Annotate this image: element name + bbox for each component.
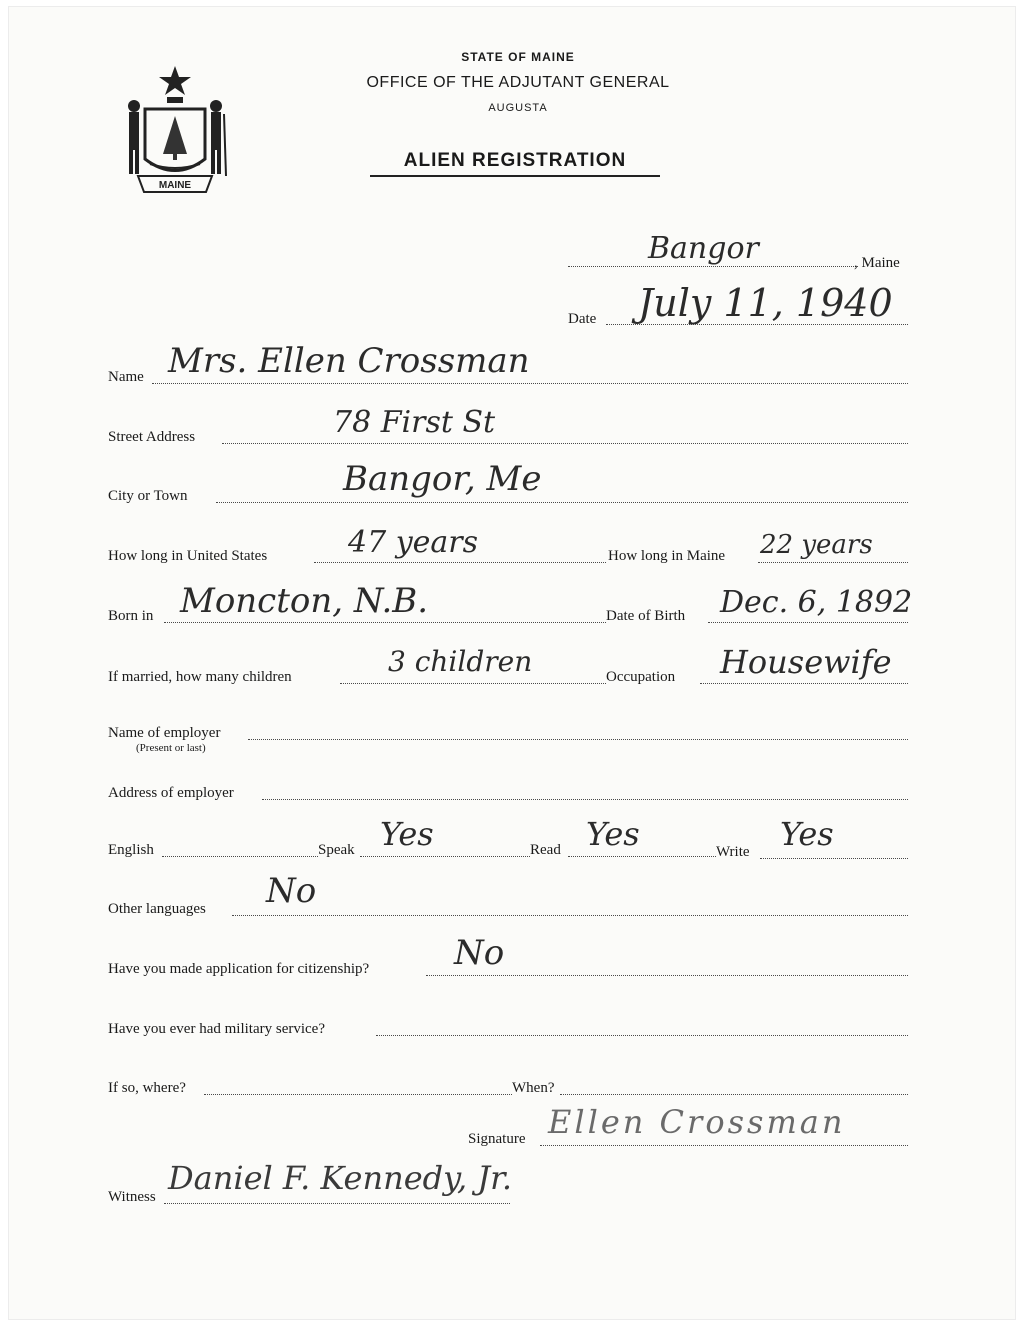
read-label: Read <box>530 842 561 858</box>
children-value[interactable]: 3 children <box>388 645 533 678</box>
office-heading: OFFICE OF THE ADJUTANT GENERAL <box>366 74 670 91</box>
city-value[interactable]: Bangor, Me <box>343 459 542 499</box>
employer-address-line <box>262 799 908 800</box>
witness-value[interactable]: Daniel F. Kennedy, Jr. <box>168 1159 513 1197</box>
witness-line <box>164 1203 510 1204</box>
years-us-label: How long in United States <box>108 548 268 564</box>
other-languages-line <box>232 915 908 916</box>
dob-label: Date of Birth <box>606 608 686 624</box>
military-label: Have you ever had military service? <box>108 1021 325 1037</box>
employer-line <box>248 739 908 740</box>
employer-sublabel: (Present or last) <box>136 742 206 754</box>
town-value[interactable]: Bangor <box>648 231 759 266</box>
english-line <box>162 856 318 857</box>
town-line <box>568 266 858 267</box>
when-line <box>560 1094 908 1095</box>
maine-label: , Maine <box>854 255 900 271</box>
years-maine-line <box>758 562 908 563</box>
military-line <box>376 1035 908 1036</box>
signature-value[interactable]: Ellen Crossman <box>548 1103 846 1141</box>
dob-value[interactable]: Dec. 6, 1892 <box>720 585 913 620</box>
seal-banner-text: MAINE <box>158 180 192 191</box>
employer-label: Name of employer <box>108 725 221 741</box>
write-value[interactable]: Yes <box>780 815 834 853</box>
state-seal-icon <box>120 64 230 199</box>
born-in-value[interactable]: Moncton, N.B. <box>180 581 429 621</box>
where-line <box>204 1094 512 1095</box>
citizenship-value[interactable]: No <box>454 933 505 973</box>
employer-address-label: Address of employer <box>108 785 234 801</box>
signature-line <box>540 1145 908 1146</box>
where-label: If so, where? <box>108 1080 186 1096</box>
born-in-line <box>164 622 606 623</box>
occupation-label: Occupation <box>606 669 676 685</box>
speak-label: Speak <box>318 842 355 858</box>
city-heading: AUGUSTA <box>488 102 548 114</box>
when-label: When? <box>512 1080 555 1096</box>
state-heading: STATE OF MAINE <box>461 50 575 64</box>
form-title: ALIEN REGISTRATION <box>370 150 660 177</box>
street-value[interactable]: 78 First St <box>333 405 496 440</box>
city-label: City or Town <box>108 488 188 504</box>
write-line <box>760 858 908 859</box>
witness-label: Witness <box>108 1189 156 1205</box>
street-label: Street Address <box>108 429 196 445</box>
occupation-value[interactable]: Housewife <box>720 643 892 681</box>
city-line <box>216 502 908 503</box>
name-value[interactable]: Mrs. Ellen Crossman <box>168 341 530 381</box>
other-languages-label: Other languages <box>108 901 206 917</box>
name-line <box>152 383 908 384</box>
children-label: If married, how many children <box>108 669 292 685</box>
other-languages-value[interactable]: No <box>266 871 317 911</box>
years-us-line <box>314 562 606 563</box>
speak-line <box>360 856 530 857</box>
speak-value[interactable]: Yes <box>380 815 434 853</box>
years-maine-label: How long in Maine <box>608 548 726 564</box>
registration-form <box>8 6 1016 1320</box>
date-value[interactable]: July 11, 1940 <box>638 281 893 325</box>
citizenship-label: Have you made application for citizenship? <box>108 961 370 977</box>
years-maine-value[interactable]: 22 years <box>760 530 873 560</box>
name-label: Name <box>108 369 144 385</box>
children-line <box>340 683 606 684</box>
years-us-value[interactable]: 47 years <box>348 525 479 560</box>
dob-line <box>708 622 908 623</box>
read-line <box>568 856 716 857</box>
read-value[interactable]: Yes <box>586 815 640 853</box>
english-label: English <box>108 842 154 858</box>
signature-label: Signature <box>468 1131 526 1147</box>
occupation-line <box>700 683 908 684</box>
write-label: Write <box>716 844 750 860</box>
street-line <box>222 443 908 444</box>
born-in-label: Born in <box>108 608 154 624</box>
citizenship-line <box>426 975 908 976</box>
date-label: Date <box>568 311 597 327</box>
